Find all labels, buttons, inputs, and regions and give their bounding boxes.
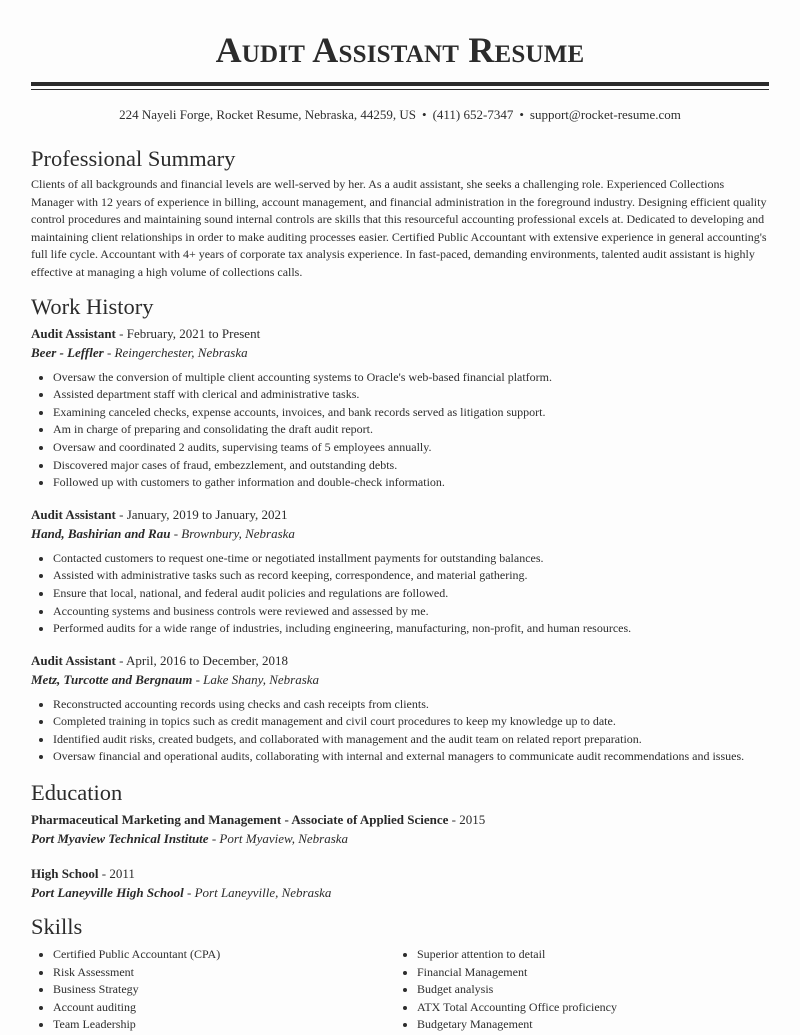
job-company-line <box>31 344 769 362</box>
contact-separator: • <box>422 107 427 122</box>
job-role: Audit Assistant <box>31 325 116 341</box>
resume-title: Audit Assistant Resume <box>215 30 585 70</box>
job-location: - Reingerchester, Nebraska <box>103 344 248 360</box>
job-dates: - April, 2016 to December, 2018 <box>115 652 288 668</box>
list-item: • Identified audit risks, created budgets, and collaborated with management and the audit team on related report preparation. <box>53 731 769 749</box>
education-entry <box>31 865 769 902</box>
contact-separator: • <box>519 107 524 122</box>
job-entry <box>31 652 769 766</box>
contact-phone: (411) 652-7347 <box>432 107 514 122</box>
section-title-skills: Skills <box>31 914 83 940</box>
skills-column-left <box>31 946 395 1034</box>
contact-line <box>31 107 769 123</box>
header-rule-thin <box>31 89 769 90</box>
skill-item: • Certified Public Accountant (CPA) <box>53 946 395 964</box>
skill-item: • Team Leadership <box>53 1016 395 1034</box>
section-title-summary: Professional Summary <box>31 146 236 171</box>
job-heading <box>31 506 769 524</box>
skill-item: • Budget analysis <box>417 981 759 999</box>
job-role: Audit Assistant <box>31 506 116 522</box>
education-school: Port Myaview Technical Institute <box>31 831 209 847</box>
education-school: Port Laneyville High School <box>31 885 184 901</box>
list-item: • Ensure that local, national, and federal audit policies and regulations are followed. <box>53 585 769 603</box>
education-degree: Pharmaceutical Marketing and Management - Associate of Applied Science <box>31 812 449 828</box>
job-entry <box>31 506 769 638</box>
list-item: • Oversaw and coordinated 2 audits, supervising teams of 5 employees annually. <box>53 439 769 457</box>
skill-item: • Budgetary Management <box>417 1016 759 1034</box>
skill-item: • Financial Management <box>417 964 759 982</box>
contact-email[interactable]: support@rocket-resume.com <box>529 107 681 122</box>
list-item: • Assisted department staff with clerical and administrative tasks. <box>53 386 769 404</box>
section-title-education: Education <box>31 780 123 806</box>
job-company: Beer - Leffler <box>31 344 104 360</box>
list-item: • Am in charge of preparing and consolidating the draft audit report. <box>53 421 769 439</box>
job-bullets <box>31 696 769 766</box>
education-location: - Port Laneyville, Nebraska <box>183 885 332 901</box>
resume-page <box>31 0 769 1034</box>
contact-address: 224 Nayeli Forge, Rocket Resume, Nebraska, 44259, US <box>119 107 417 122</box>
education-year: - 2011 <box>98 866 135 882</box>
list-item: • Assisted with administrative tasks such as record keeping, correspondence, and material gathering. <box>53 567 769 585</box>
skills-column-right <box>395 946 759 1034</box>
job-heading <box>31 325 769 343</box>
job-company-line <box>31 671 769 689</box>
skill-item: • Risk Assessment <box>53 964 395 982</box>
skill-item: • ATX Total Accounting Office proficiency <box>417 999 759 1017</box>
education-year: - 2015 <box>448 812 486 828</box>
job-company-line <box>31 525 769 543</box>
job-bullets <box>31 550 769 638</box>
list-item: • Followed up with customers to gather information and double-check information. <box>53 474 769 492</box>
list-item: • Accounting systems and business controls were reviewed and assessed by me. <box>53 603 769 621</box>
job-dates: - February, 2021 to Present <box>115 325 261 341</box>
list-item: • Oversaw the conversion of multiple client accounting systems to Oracle's web-based financial platform. <box>53 369 769 387</box>
job-company: Metz, Turcotte and Bergnaum <box>31 671 193 687</box>
skill-item: • Superior attention to detail <box>417 946 759 964</box>
list-item: • Completed training in topics such as credit management and civil court procedures to keep my knowledge up to date. <box>53 713 769 731</box>
job-bullets <box>31 369 769 492</box>
header-rule-thick <box>31 82 769 86</box>
list-item: • Contacted customers to request one-time or negotiated installment payments for outstanding balances. <box>53 550 769 568</box>
education-school-line <box>31 830 769 848</box>
list-item: • Discovered major cases of fraud, embezzlement, and outstanding debts. <box>53 457 769 475</box>
list-item: • Examining canceled checks, expense accounts, invoices, and bank records served as litigation support. <box>53 404 769 422</box>
job-heading <box>31 652 769 670</box>
job-location: - Brownbury, Nebraska <box>170 525 295 541</box>
job-location: - Lake Shany, Nebraska <box>192 671 320 687</box>
job-entry <box>31 325 769 492</box>
education-heading <box>31 865 769 883</box>
job-dates: - January, 2019 to January, 2021 <box>115 506 288 522</box>
list-item: • Performed audits for a wide range of industries, including engineering, manufacturing, non-profit, and human resources. <box>53 620 769 638</box>
job-company: Hand, Bashirian and Rau <box>31 525 171 541</box>
education-school-line <box>31 884 769 902</box>
skill-item: • Business Strategy <box>53 981 395 999</box>
list-item: • Reconstructed accounting records using checks and cash receipts from clients. <box>53 696 769 714</box>
education-degree: High School <box>31 866 99 882</box>
education-heading <box>31 811 769 829</box>
skill-item: • Account auditing <box>53 999 395 1017</box>
job-role: Audit Assistant <box>31 652 116 668</box>
education-entry <box>31 811 769 848</box>
skills-grid <box>31 946 769 1034</box>
summary-text: Clients of all backgrounds and financial levels are well-served by her. As a audit assistant, she seeks a challenging role. Experienced Collections Manager with 12 years of experience in billing, account management, and financial administration in the foreground industry. Designing efficient quality control procedures and maintaining sound internal controls are skills that this resourceful accounting professional excels at. Dedicated to developing and maintaining client relationships in order to make auditing processes easier. Certified Public Accountant with extensive experience in general accounting's full life cycle. Accountant with 4+ years of corporate tax analysis experience. In fast-paced, demanding environments, talented audit assistant is highly effective at managing a high volume of collections calls. <box>31 177 767 279</box>
education-location: - Port Myaview, Nebraska <box>208 831 349 847</box>
section-title-work-history: Work History <box>31 293 154 319</box>
list-item: • Oversaw financial and operational audits, collaborating with internal and external managers to communicate audit recommendations and issues. <box>53 748 769 766</box>
